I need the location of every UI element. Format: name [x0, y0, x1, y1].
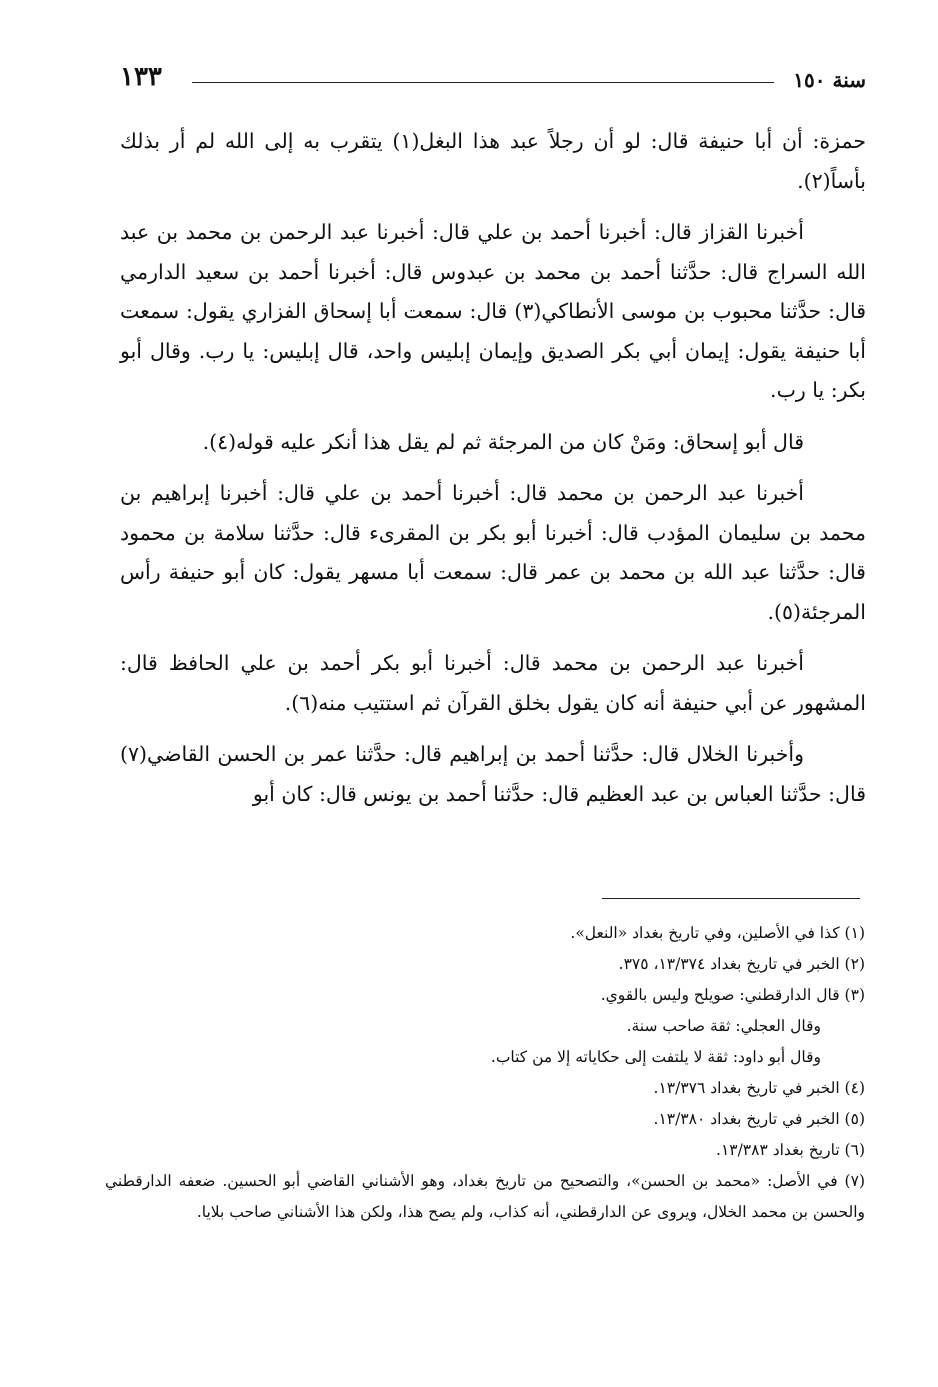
footnote: (٥) الخبر في تاريخ بغداد ١٣/٣٨٠.: [653, 1110, 865, 1128]
paragraph: حمزة: أن أبا حنيفة قال: لو أن رجلاً عبد هذا البغل(١) يتقرب به إلى الله لم أر بذلك بأساً(٢).: [120, 129, 866, 193]
paragraph: قال أبو إسحاق: ومَنْ كان من المرجئة ثم لم يقل هذا أنكر عليه قوله(٤).: [202, 429, 804, 454]
page-header: [120, 62, 866, 98]
footnote: (٧) في الأصل: «محمد بن الحسن»، والتصحيح من تاريخ بغداد، وهو الأشناني القاضي أبو الحسين. ضعفه الدارقطني والحسن بن محمد الخلال، ويروى عن الدارقطني، أنه كذاب، ولم يصح هذا، ولكن هذا الأشناني صاحب بلايا.: [105, 1172, 865, 1221]
footnote-continuation: وقال العجلي: ثقة صاحب سنة.: [626, 1017, 821, 1035]
page-number: ١٣٣: [120, 62, 162, 92]
footnote-separator: [602, 898, 860, 899]
footnote-continuation: وقال أبو داود: ثقة لا يلتفت إلى حكاياته إلا من كتاب.: [490, 1048, 821, 1066]
footnote: (٤) الخبر في تاريخ بغداد ١٣/٣٧٦.: [653, 1079, 865, 1097]
footnote: (٣) قال الدارقطني: صويلح وليس بالقوي.: [600, 986, 865, 1004]
footnotes: [105, 918, 865, 1228]
paragraph: وأخبرنا الخلال قال: حدَّثنا أحمد بن إبراهيم قال: حدَّثنا عمر بن الحسن القاضي(٧) قال: حدَّثنا العباس بن عبد العظيم قال: حدَّثنا أحمد بن يونس قال: كان أبو: [120, 742, 866, 806]
paragraph: أخبرنا عبد الرحمن بن محمد قال: أخبرنا أبو بكر أحمد بن علي الحافظ قال: المشهور عن أبي حنيفة أنه كان يقول بخلق القرآن ثم استتيب منه(٦).: [120, 651, 866, 715]
main-text: [120, 122, 866, 826]
paragraph: أخبرنا عبد الرحمن بن محمد قال: أخبرنا أحمد بن علي قال: أخبرنا إبراهيم بن محمد بن سليمان المؤدب قال: أخبرنا أبو بكر بن المقرىء قال: حدَّثنا سلامة بن محمود قال: حدَّثنا عبد الله بن محمد بن عمر قال: سمعت أبا مسهر يقول: كان أبو حنيفة رأس المرجئة(٥).: [120, 481, 866, 624]
footnote: (١) كذا في الأصلين، وفي تاريخ بغداد «النعل».: [570, 924, 865, 942]
paragraph: أخبرنا القزاز قال: أخبرنا أحمد بن علي قال: أخبرنا عبد الرحمن بن محمد بن عبد الله السراج قال: حدَّثنا أحمد بن محمد بن عبدوس قال: أخبرنا أحمد بن سعيد الدارمي قال: حدَّثنا محبوب بن موسى الأنطاكي(٣) قال: سمعت أبا إسحاق الفزاري يقول: سمعت أبا حنيفة يقول: إيمان أبي بكر الصديق وإيمان إبليس واحد، قال إبليس: يا رب. وقال أبو بكر: يا رب.: [120, 220, 866, 402]
footnote: (٦) تاريخ بغداد ١٣/٣٨٣.: [716, 1141, 865, 1159]
header-rule: [192, 82, 774, 83]
footnote: (٢) الخبر في تاريخ بغداد ١٣/٣٧٤، ٣٧٥.: [618, 955, 865, 973]
running-head-year: سنة ١٥٠: [793, 68, 866, 92]
